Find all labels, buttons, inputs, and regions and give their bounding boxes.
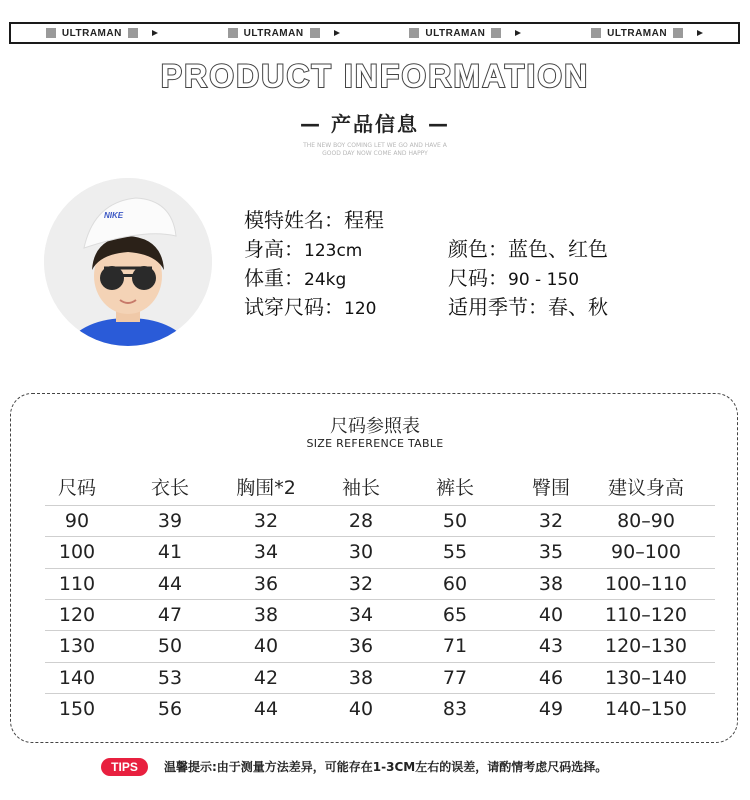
table-cell: 44 [157,572,183,595]
arrow-right-icon [515,30,521,36]
model-trial-value: 120 [344,299,377,319]
banner-segment [11,28,193,39]
model-avatar [44,178,212,346]
table-row [45,662,715,694]
banner-brand: ULTRAMAN [607,27,668,39]
arrow-right-icon [152,30,158,36]
table-cell: 120–130 [604,635,688,658]
table-cell: 55 [442,541,468,564]
model-weight [244,264,346,295]
square-icon [46,28,56,38]
table-cell: 39 [157,510,183,532]
header-cell: 建议身高 [607,477,685,499]
table-cell: 100 [58,541,96,564]
model-name [244,206,384,235]
square-icon [128,28,138,38]
table-cell: 32 [348,572,374,595]
square-icon [310,28,320,38]
header-cell: 尺码 [57,477,97,499]
table-row [45,599,715,631]
page-subtitle [270,142,480,158]
size-table-header-row [45,473,715,504]
model-photo [44,178,212,346]
square-icon [673,28,683,38]
square-icon [491,28,501,38]
product-color-value: 蓝色、红色 [508,237,608,261]
table-cell: 90 [64,510,90,532]
table-cell: 28 [348,510,374,532]
header-cell: 裤长 [435,477,475,499]
table-cell: 34 [253,541,279,564]
banner-brand: ULTRAMAN [61,27,122,39]
table-cell: 80–90 [617,510,675,532]
table-cell: 42 [253,666,279,689]
model-weight-label: 体重： [244,266,304,290]
table-cell: 38 [348,666,374,689]
product-season-label: 适用季节： [448,295,548,319]
table-cell: 56 [157,697,183,720]
model-name-label: 模特姓名： [244,208,344,232]
table-cell: 140 [58,666,96,689]
table-cell: 35 [538,541,564,564]
model-weight-value: 24kg [304,270,347,290]
table-row [45,568,715,600]
square-icon [409,28,419,38]
banner-brand: ULTRAMAN [243,27,304,39]
table-cell: 38 [253,603,279,626]
tips-bar [0,757,750,779]
table-cell: 47 [157,603,183,626]
product-color-label: 颜色： [448,237,508,261]
table-cell: 43 [538,635,564,658]
size-table-title: 尺码参照表 [330,416,420,437]
table-cell: 30 [348,541,374,564]
banner-brand: ULTRAMAN [425,27,486,39]
product-size-value: 90 - 150 [508,270,580,290]
model-trial-size [244,293,376,324]
table-cell: 71 [442,635,468,658]
table-row [45,505,715,537]
product-size-range [448,264,579,295]
table-cell: 36 [348,635,374,658]
table-cell: 130–140 [604,666,688,689]
size-table-subtitle: SIZE REFERENCE TABLE [306,437,444,450]
table-cell: 46 [538,666,564,689]
table-cell: 50 [442,510,468,532]
table-cell: 32 [253,510,279,532]
tips-text: 温馨提示:由于测量方法差异，可能存在1-3CM左右的误差，请酌情考虑尺码选择。 [164,760,608,774]
table-cell: 130 [58,635,96,658]
square-icon [228,28,238,38]
table-cell: 38 [538,572,564,595]
subtitle-line: THE NEW BOY COMING LET WE GO AND HAVE A [303,142,447,149]
table-cell: 60 [442,572,468,595]
banner-segment [193,28,375,39]
table-cell: 90–100 [611,541,681,564]
top-banner [9,22,740,44]
page-title-cn: — 产品信息 — [300,112,450,136]
table-row [45,536,715,568]
banner-segment [375,28,557,39]
banner-segment [556,28,738,39]
table-cell: 110 [58,572,96,595]
model-height-label: 身高： [244,237,304,261]
arrow-right-icon [697,30,703,36]
cap-logo-text: NIKE [104,211,124,220]
product-color [448,235,608,264]
model-height-value: 123cm [304,241,363,261]
model-trial-label: 试穿尺码： [244,295,344,319]
product-season [448,293,608,322]
header-cell: 袖长 [341,477,381,499]
subtitle-line: GOOD DAY NOW COME AND HAPPY [322,150,428,157]
table-row [45,630,715,662]
table-cell: 40 [253,635,279,658]
product-season-value: 春、秋 [548,295,608,319]
table-cell: 50 [157,635,183,658]
table-cell: 120 [58,603,96,626]
table-cell: 40 [538,603,564,626]
table-cell: 36 [253,572,279,595]
header-cell: 胸围*2 [236,477,296,499]
table-cell: 32 [538,510,564,532]
table-cell: 77 [442,666,468,689]
product-size-label: 尺码： [448,266,508,290]
square-icon [591,28,601,38]
header-cell: 臀围 [531,477,571,499]
table-row [45,693,715,725]
page-title-en: PRODUCT INFORMATION [160,58,590,94]
header-cell: 衣长 [150,477,190,499]
table-cell: 49 [538,697,564,720]
table-cell: 150 [58,697,96,720]
table-cell: 41 [157,541,183,564]
model-name-value: 程程 [344,208,384,232]
table-cell: 110–120 [604,603,688,626]
table-cell: 34 [348,603,374,626]
table-cell: 140–150 [604,697,688,720]
table-cell: 53 [157,666,183,689]
table-cell: 100–110 [604,572,688,595]
table-cell: 40 [348,697,374,720]
tips-badge: TIPS [101,758,148,776]
table-cell: 44 [253,697,279,720]
model-height [244,235,362,266]
arrow-right-icon [334,30,340,36]
table-cell: 83 [442,697,468,720]
table-cell: 65 [442,603,468,626]
